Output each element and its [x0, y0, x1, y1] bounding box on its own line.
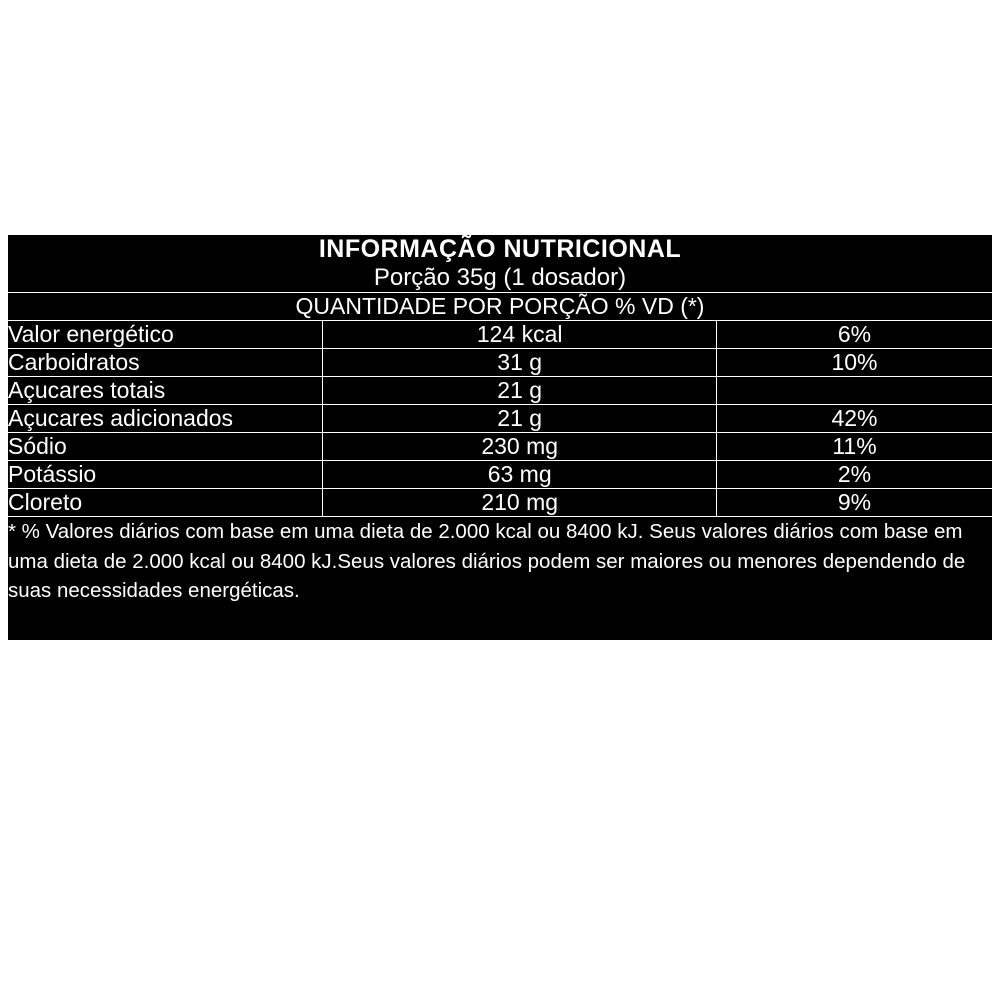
nutrition-facts-label: [8, 235, 992, 640]
table-row: [8, 405, 992, 433]
nutrient-amount: 210 mg: [323, 489, 717, 517]
footnote-row: [8, 517, 992, 607]
table-row: [8, 377, 992, 405]
nutrient-name: Potássio: [8, 461, 323, 489]
nutrient-vd: 11%: [716, 433, 992, 461]
nutrient-amount: 31 g: [323, 349, 717, 377]
label-bottom-spacer: [8, 606, 992, 640]
subheader-row: [8, 293, 992, 321]
nutrient-vd: 2%: [716, 461, 992, 489]
nutrient-vd: [716, 377, 992, 405]
nutrient-name: Cloreto: [8, 489, 323, 517]
daily-values-footnote: [8, 517, 992, 607]
nutrient-name: Açucares adicionados: [8, 405, 323, 433]
nutrient-name: Sódio: [8, 433, 323, 461]
table-row: [8, 349, 992, 377]
portion-text: Porção 35g (1 dosador): [8, 264, 992, 293]
nutrient-name: Carboidratos: [8, 349, 323, 377]
nutrient-vd: 9%: [716, 489, 992, 517]
nutrient-amount: 21 g: [323, 377, 717, 405]
nutrient-amount: 63 mg: [323, 461, 717, 489]
table-row: [8, 433, 992, 461]
nutrient-amount: 230 mg: [323, 433, 717, 461]
footnote-text: * % Valores diários com base em uma dieta de 2.000 kcal ou 8400 kJ. Seus valores diários com base em uma dieta de 2.000 kcal ou 8400 kJ.Seus valores diários podem ser maiores ou menores dependendo de suas necessidades energéticas.: [8, 520, 966, 603]
table-row: [8, 321, 992, 349]
nutrition-table: [8, 235, 992, 606]
nutrient-vd: 6%: [716, 321, 992, 349]
portion-row: [8, 264, 992, 293]
nutrient-amount: 21 g: [323, 405, 717, 433]
nutrient-name: Valor energético: [8, 321, 323, 349]
nutrient-vd: 42%: [716, 405, 992, 433]
nutrient-vd: 10%: [716, 349, 992, 377]
table-row: [8, 489, 992, 517]
label-title: INFORMAÇÃO NUTRICIONAL: [318, 235, 682, 263]
table-row: [8, 461, 992, 489]
title-row: [8, 235, 992, 264]
nutrient-name: Açucares totais: [8, 377, 323, 405]
nutrient-amount: 124 kcal: [323, 321, 717, 349]
quantity-per-portion-header: QUANTIDADE POR PORÇÃO % VD (*): [8, 293, 992, 321]
